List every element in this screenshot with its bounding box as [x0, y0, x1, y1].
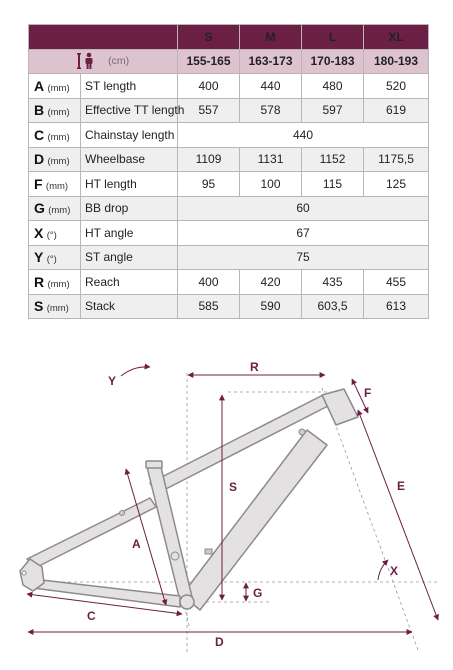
row-chainstay-length — [29, 123, 429, 148]
row-value: 578 — [240, 98, 302, 123]
row-ht-angle — [29, 221, 429, 246]
row-value: 619 — [364, 98, 429, 123]
label-s: S — [229, 480, 238, 494]
label-e: E — [397, 479, 406, 493]
row-value: 590 — [240, 294, 302, 319]
row-code: F (mm) — [29, 172, 81, 197]
label-y: Y — [108, 374, 117, 388]
row-value: 67 — [178, 221, 429, 246]
label-a: A — [132, 537, 141, 551]
row-label: Wheelbase — [81, 147, 178, 172]
size-m: M — [240, 25, 302, 50]
axle-hole — [22, 571, 26, 575]
dimension-labels — [87, 360, 405, 649]
row-value: 520 — [364, 74, 429, 99]
row-label: HT angle — [81, 221, 178, 246]
row-value: 440 — [240, 74, 302, 99]
row-value: 400 — [178, 270, 240, 295]
row-wheelbase — [29, 147, 429, 172]
row-code: Y (°) — [29, 245, 81, 270]
row-code: A (mm) — [29, 74, 81, 99]
seat-tube-boss — [171, 552, 179, 560]
label-r: R — [250, 360, 259, 374]
size-header-row — [29, 25, 429, 50]
row-value: 115 — [302, 172, 364, 197]
row-reach — [29, 270, 429, 295]
row-code: D (mm) — [29, 147, 81, 172]
geometry-table — [28, 24, 429, 319]
row-label: Stack — [81, 294, 178, 319]
bottle-boss — [205, 549, 212, 554]
cable-port — [299, 429, 305, 435]
row-value: 1175,5 — [364, 147, 429, 172]
dim-st-angle-arc — [121, 367, 150, 376]
height-s: 155-165 — [178, 49, 240, 74]
rider-height-cell — [29, 49, 178, 74]
row-value: 1152 — [302, 147, 364, 172]
size-s: S — [178, 25, 240, 50]
seat-tube — [147, 467, 193, 605]
rider-height-row — [29, 49, 429, 74]
row-value: 100 — [240, 172, 302, 197]
row-value: 440 — [178, 123, 429, 148]
size-l: L — [302, 25, 364, 50]
row-stack — [29, 294, 429, 319]
height-l: 170-183 — [302, 49, 364, 74]
label-d: D — [215, 635, 224, 649]
label-f: F — [364, 386, 372, 400]
row-value: 613 — [364, 294, 429, 319]
rider-height-icon — [77, 52, 97, 70]
row-value: 60 — [178, 196, 429, 221]
row-st-length — [29, 74, 429, 99]
row-label: Effective TT length — [81, 98, 178, 123]
row-value: 597 — [302, 98, 364, 123]
row-label: ST angle — [81, 245, 178, 270]
row-value: 75 — [178, 245, 429, 270]
header-blank — [29, 25, 178, 50]
row-label: BB drop — [81, 196, 178, 221]
row-code: C (mm) — [29, 123, 81, 148]
bottom-bracket — [180, 595, 194, 609]
row-st-angle — [29, 245, 429, 270]
row-code: G (mm) — [29, 196, 81, 221]
label-x: X — [390, 564, 399, 578]
label-c: C — [87, 609, 96, 623]
row-code: R (mm) — [29, 270, 81, 295]
row-code: S (mm) — [29, 294, 81, 319]
row-code: B (mm) — [29, 98, 81, 123]
row-value: 557 — [178, 98, 240, 123]
row-value: 400 — [178, 74, 240, 99]
row-ht-length — [29, 172, 429, 197]
dim-head-tube-axis — [358, 410, 438, 620]
chain-stay — [33, 579, 180, 607]
label-g: G — [253, 586, 263, 600]
row-value: 585 — [178, 294, 240, 319]
row-value: 435 — [302, 270, 364, 295]
seat-clamp — [146, 461, 162, 468]
head-tube — [322, 389, 358, 425]
height-unit: (cm) — [108, 55, 130, 68]
seat-stay — [27, 498, 156, 568]
row-value: 480 — [302, 74, 364, 99]
row-value: 95 — [178, 172, 240, 197]
row-value: 125 — [364, 172, 429, 197]
guide-head-angle — [322, 388, 418, 650]
frame-geometry-diagram — [0, 355, 453, 670]
row-value: 1109 — [178, 147, 240, 172]
row-bb-drop — [29, 196, 429, 221]
row-label: ST length — [81, 74, 178, 99]
bike-frame — [20, 389, 358, 610]
size-xl: XL — [364, 25, 429, 50]
row-label: Chainstay length — [81, 123, 178, 148]
row-label: HT length — [81, 172, 178, 197]
stay-bridge — [120, 511, 125, 516]
row-effective-tt-length — [29, 98, 429, 123]
row-value: 455 — [364, 270, 429, 295]
height-m: 163-173 — [240, 49, 302, 74]
row-value: 420 — [240, 270, 302, 295]
height-xl: 180-193 — [364, 49, 429, 74]
row-value: 1131 — [240, 147, 302, 172]
row-value: 603,5 — [302, 294, 364, 319]
row-label: Reach — [81, 270, 178, 295]
row-code: X (°) — [29, 221, 81, 246]
